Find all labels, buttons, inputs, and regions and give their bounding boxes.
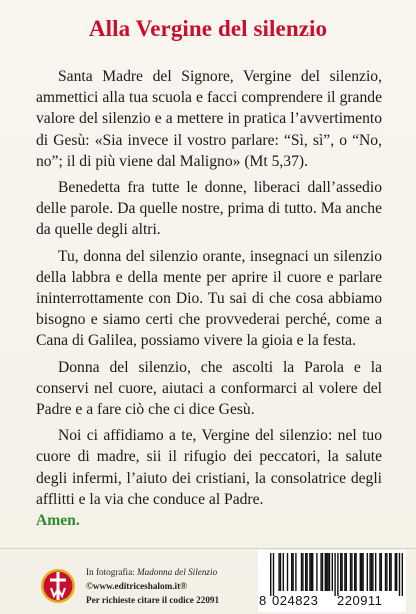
barcode-bar	[360, 553, 361, 591]
prayer-paragraph-3: Tu, donna del silenzio orante, insegnaci un silenzio della labbra e della mente per aprire il cuore e parlare ininterrottamente con Dio. Tu sai di che cosa abbiamo bisogno e siamo certi che provvederai perché, come a Cana di Galilea, possiamo vivere la gioia e la festa.	[36, 247, 382, 350]
barcode-bar	[306, 553, 307, 591]
order-code-label: Per richieste citare il codice	[86, 595, 197, 605]
barcode-bar	[320, 553, 321, 591]
barcode-bars	[258, 550, 406, 596]
barcode-bar	[346, 553, 347, 591]
barcode-bar	[396, 553, 397, 591]
barcode-bar	[295, 553, 296, 591]
barcode-bar	[355, 553, 356, 591]
barcode-bar	[305, 553, 306, 591]
photo-credit-prefix: In fotografia:	[86, 567, 138, 577]
barcode-bar	[369, 553, 370, 591]
barcode-bar	[312, 553, 313, 591]
barcode-bar	[351, 553, 352, 591]
ean-barcode	[258, 550, 406, 612]
photo-credit-line	[86, 565, 256, 579]
prayer-text	[36, 66, 382, 535]
barcode-bar	[375, 553, 376, 591]
barcode-bar	[389, 553, 390, 591]
prayer-paragraph-5-text: Noi ci affidiamo a te, Vergine del silenzio: nel tuo cuore di madre, sii il rifugio dei peccatori, la salute degli infermi, l’aiuto dei cristiani, la consolatrice degli afflitti e la via che conduce al Padre.	[36, 427, 382, 508]
footer-divider	[0, 548, 416, 549]
barcode-bar	[316, 553, 317, 591]
barcode-bar	[379, 553, 380, 591]
website-line: ©www.editriceshalom.it®	[86, 581, 187, 591]
barcode-bar	[302, 553, 303, 591]
barcode-bar	[350, 553, 351, 591]
barcode-bar	[399, 553, 400, 596]
barcode-bar	[361, 553, 362, 591]
barcode-left-digits: 024823	[272, 593, 319, 608]
barcode-bar	[278, 553, 279, 591]
amen-text: Amen.	[36, 512, 80, 530]
barcode-bar	[327, 553, 328, 591]
barcode-bar	[273, 553, 274, 596]
barcode-bar	[340, 553, 341, 591]
barcode-bar	[270, 553, 271, 596]
barcode-bar	[385, 553, 386, 591]
barcode-bar	[367, 553, 368, 591]
order-code: 22091	[196, 595, 220, 605]
photo-credit-title: Madonna del Silenzio	[137, 567, 218, 577]
barcode-bar	[309, 553, 310, 591]
barcode-bar	[334, 553, 335, 596]
barcode-right-digits: 220911	[337, 593, 383, 608]
barcode-bar	[344, 553, 345, 591]
barcode-bar	[311, 553, 312, 591]
barcode-bar	[371, 553, 372, 591]
prayer-paragraph-2: Benedetta fra tutte le donne, liberaci dall’assedio delle parole. Da quelle nostre, prima di tutto. Ma anche da quelle degli altri.	[36, 179, 382, 239]
barcode-bar	[301, 553, 302, 591]
barcode-bar	[283, 553, 284, 591]
barcode-bar	[341, 553, 342, 591]
barcode-bar	[386, 553, 387, 591]
prayer-paragraph-1: Santa Madre del Signore, Vergine del silenzio, ammettici alla tua scuola e facci comprendere il grande valore del silenzio e a mettere in pratica l’avvertimento di Gesù: «Sia invece il vostro parlare: “Sì, sì”, o “No, no”; il di più viene dal Maligno» (Mt 5,37).	[36, 68, 382, 170]
barcode-bar	[354, 553, 355, 591]
prayer-title: Alla Vergine del silenzio	[88, 16, 328, 41]
barcode-first-digit: 8	[259, 593, 267, 608]
barcode-bar	[325, 553, 326, 591]
publisher-logo-icon	[40, 566, 76, 606]
barcode-bar	[337, 553, 338, 596]
prayer-paragraph-5	[36, 425, 382, 531]
barcode-bar	[287, 553, 288, 591]
barcode-bar	[395, 553, 396, 591]
barcode-bar	[390, 553, 391, 591]
footer-credits	[86, 565, 256, 607]
barcode-bar	[372, 553, 373, 591]
barcode-bar	[280, 553, 281, 591]
barcode-bar	[292, 553, 293, 591]
barcode-bar	[362, 553, 363, 591]
barcode-bar	[329, 553, 330, 591]
barcode-bar	[326, 553, 327, 591]
barcode-bar	[402, 553, 403, 596]
order-code-line	[86, 593, 256, 607]
barcode-bar	[332, 553, 333, 591]
prayer-paragraph-4: Donna del silenzio, che ascolti la Parola e la conservi nel cuore, aiutaci a conformarci al volere del Padre e a fare ciò che ci dice Gesù.	[36, 358, 382, 419]
barcode-bar	[322, 553, 323, 591]
barcode-bar	[381, 553, 382, 591]
barcode-bar	[291, 553, 292, 591]
